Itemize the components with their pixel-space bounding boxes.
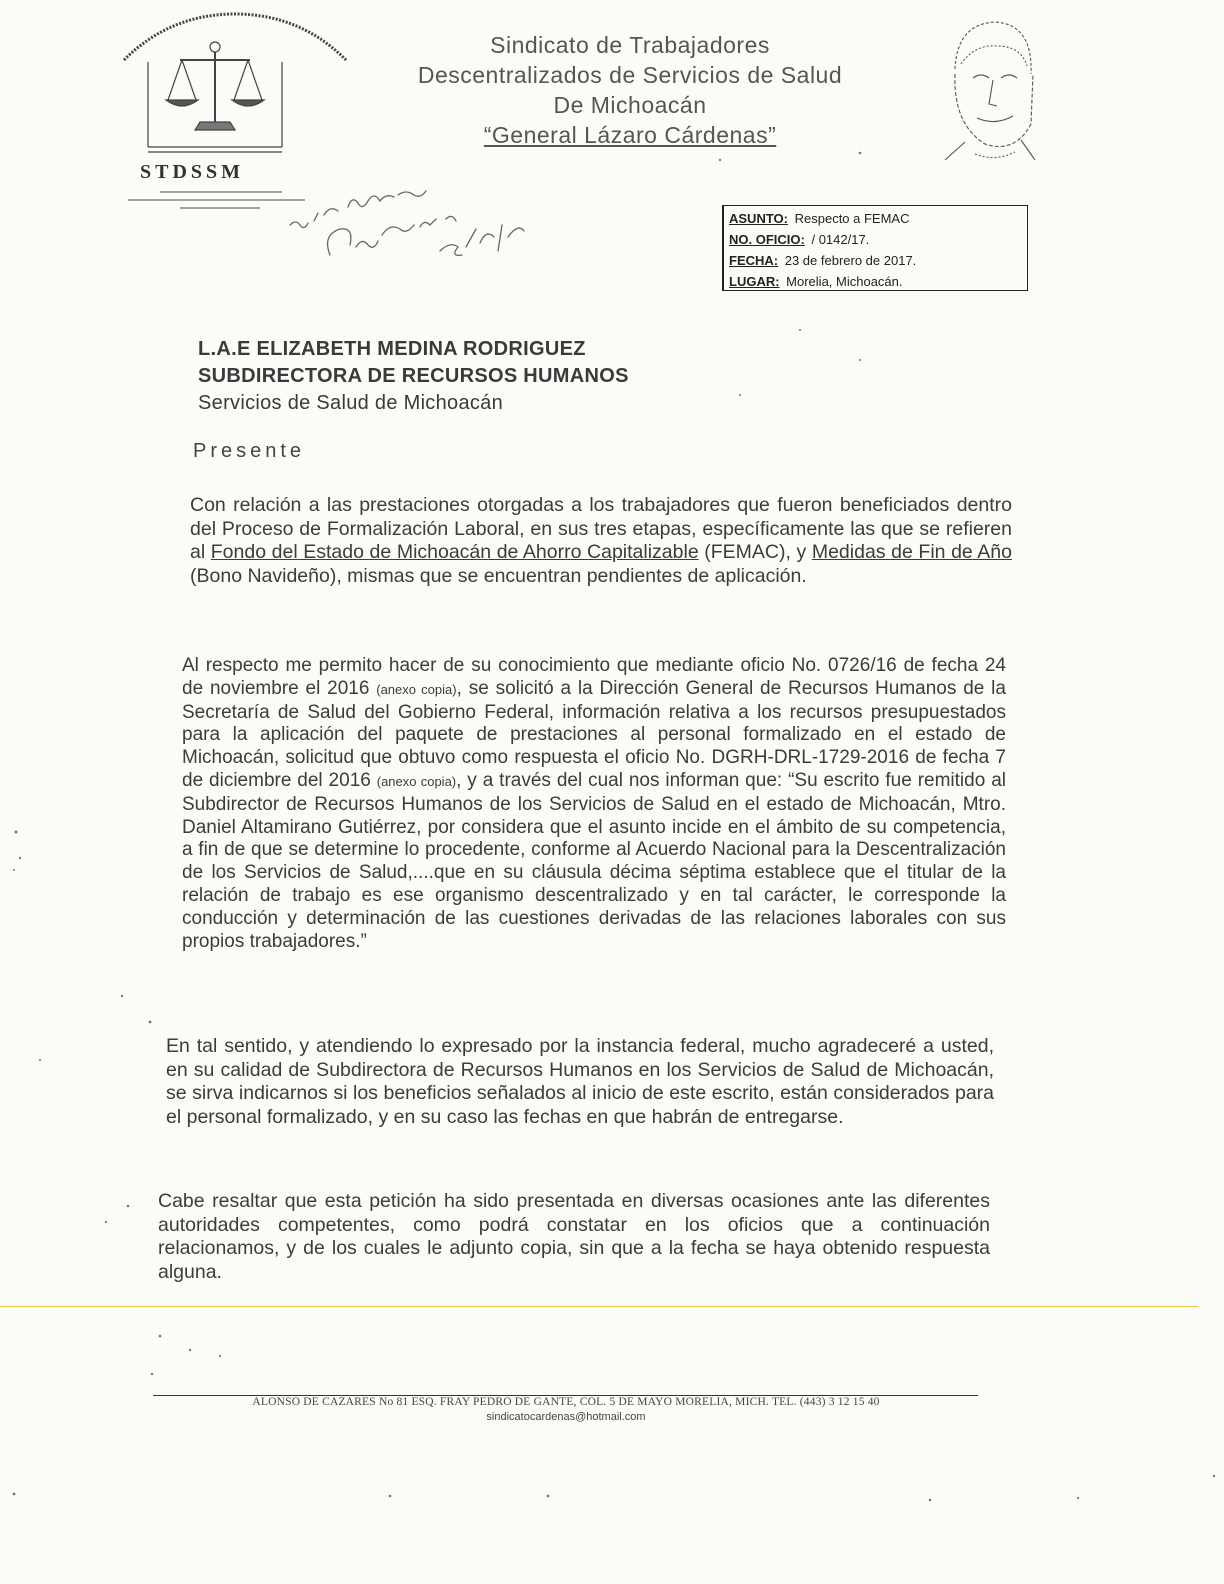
annex-note-1: (anexo copia) — [376, 681, 457, 697]
fin-de-ano-term: Medidas de Fin de Año — [811, 541, 1012, 563]
fecha-value: 23 de febrero de 2017. — [784, 253, 917, 268]
paragraph-4: Cabe resaltar que esta petición ha sido presentada en diversas ocasiones ante las diferentes autoridades competentes, como podrá constatar en los oficios que a continuación relacionamos, y de los cuales le adjunto copia, sin que a la fecha se haya obtenido respuesta alguna. — [158, 1190, 990, 1283]
paragraph-2 — [182, 655, 1006, 953]
org-title-line-3: De Michoacán — [553, 92, 707, 118]
footer-email: sindicatocardenas@hotmail.com — [486, 1411, 646, 1423]
org-title-line-1: Sindicato de Trabajadores — [490, 32, 770, 58]
organization-title — [330, 30, 930, 150]
annex-note-2: (anexo copia) — [376, 773, 457, 789]
recipient-position: SUBDIRECTORA DE RECURSOS HUMANOS — [198, 365, 629, 387]
asunto-label: ASUNTO: — [729, 211, 788, 226]
asunto-value: Respecto a FEMAC — [794, 211, 910, 226]
lugar-value: Morelia, Michoacán. — [786, 274, 903, 289]
logo-acronym: STDSSM — [140, 161, 245, 183]
lugar-label: LUGAR: — [729, 274, 780, 289]
oficio-label: NO. OFICIO: — [729, 232, 805, 247]
salutation: Presente — [193, 440, 306, 462]
paragraph-3: En tal sentido, y atendiendo lo expresado por la instancia federal, mucho agradeceré a usted, en su calidad de Subdirectora de Recursos Humanos en los Servicios de Salud de Michoacán, se sirva indicarnos si los beneficios señalados al inicio de este escrito, están considerados para el personal formalizado, y en su caso las fechas en que habrán de entregarse. — [166, 1035, 994, 1128]
p2-text-b: , se solicitó a la Dirección General de Recursos Humanos de la Secretaría de Salud del Gobierno Federal, información relativa a los recursos presupuestados para la aplicación del paquete de prestaciones al personal formalizado en el estado de Michoacán, solicitud que obtuvo como respuesta el oficio No. DGRH-DRL-1729-2016 de fecha 7 de diciembre del 2016 — [182, 677, 1006, 791]
fecha-label: FECHA: — [729, 253, 779, 268]
paragraph-1 — [190, 494, 1012, 588]
p2-text-a: Al respecto me permito hacer de su conocimiento que mediante oficio No. 0726/16 de fecha 24 de noviembre el 2016 — [182, 655, 1006, 699]
org-title-line-4: “General Lázaro Cárdenas” — [483, 122, 777, 148]
recipient-institution: Servicios de Salud de Michoacán — [198, 392, 504, 414]
p2-text-c: , y a través del cual nos informan que: “Su escrito fue remitido al Subdirector de Recursos Humanos de los Servicios de Salud en el estado de Michoacán, Mtro. Daniel Altamirano Gutiérrez, por considera que el asunto incide en el ámbito de su competencia, a fin de que se determine lo procedente, conforme al Acuerdo Nacional para la Descentralización de los Servicios de Salud,....que en su cláusula décima séptima establece que el titular de la relación de trabajo es ese organismo descentralizado y en tal carácter, le corresponde la conducción y determinación de las cuestiones derivadas de las relaciones laborales con sus propios trabajadores.” — [182, 769, 1006, 952]
femac-term: Fondo del Estado de Michoacán de Ahorro Capitalizable — [210, 541, 699, 563]
lugar-line — [729, 271, 1027, 292]
p1-text-a: Con relación a las prestaciones otorgadas a los trabajadores que fueron beneficiados dentro del Proceso de Formalización Laboral, en sus tres etapas, específicamente las que se refieren al — [190, 494, 1012, 563]
fecha-line — [729, 250, 1027, 271]
oficio-line — [729, 229, 1027, 250]
oficio-value: / 0142/17. — [811, 232, 870, 247]
recipient-name: L.A.E ELIZABETH MEDINA RODRIGUEZ — [198, 338, 586, 360]
org-title-line-2: Descentralizados de Servicios de Salud — [417, 62, 843, 88]
p1-text-c: (Bono Navideño), mismas que se encuentran pendientes de aplicación. — [190, 564, 807, 587]
portrait-sketch — [935, 14, 1047, 162]
page-separator — [0, 1306, 1198, 1307]
handwritten-receipt-note — [270, 155, 550, 265]
p1-text-b: (FEMAC), y — [698, 541, 812, 563]
asunto-line — [729, 208, 1027, 229]
recipient-block — [198, 336, 629, 417]
reference-box — [722, 205, 1028, 291]
footer-address: ALONSO DE CAZARES No 81 ESQ. FRAY PEDRO DE GANTE, COL. 5 DE MAYO MORELIA, MICH. TEL. (443) 3 12 15 40 — [252, 1396, 880, 1408]
